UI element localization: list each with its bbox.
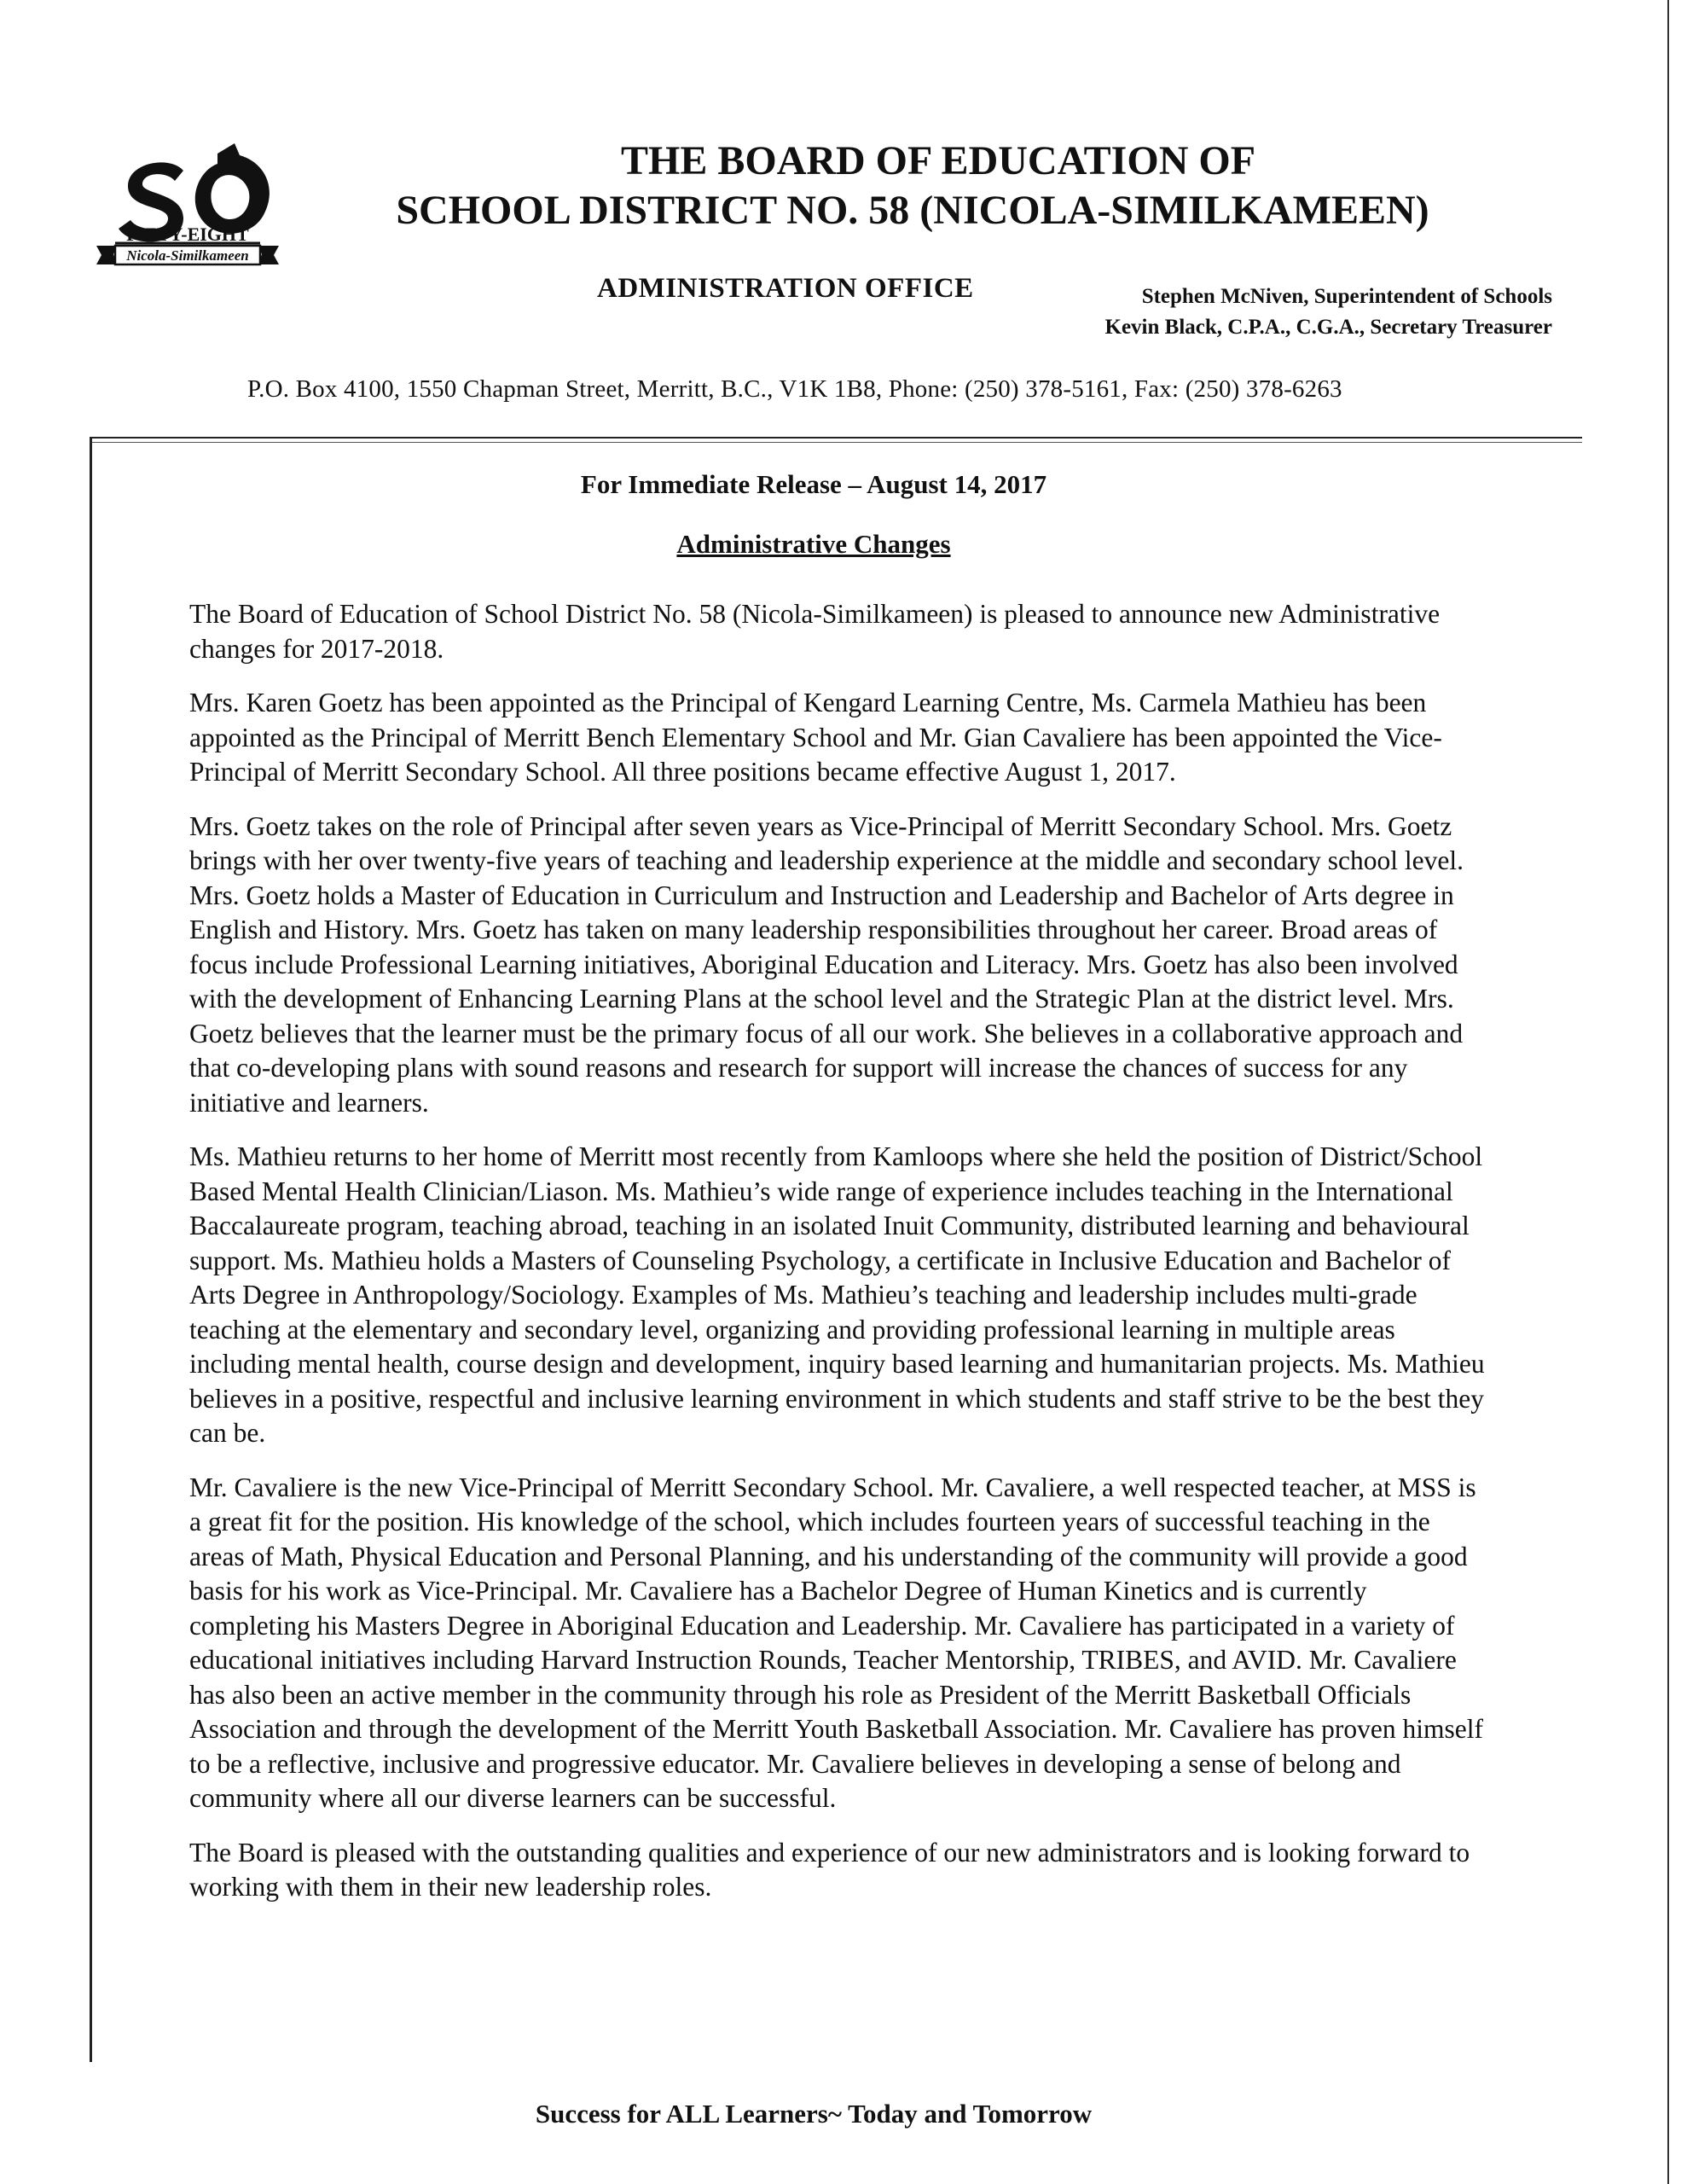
- paragraph-goetz: Mrs. Goetz takes on the role of Principal after seven years as Vice-Principal of Merritt Secondary School. Mrs. Goetz brings with her over twenty-five years of teaching and leadership experience at the middle and secondary school level. Mrs. Goetz holds a Master of Education in Curriculum and Instruction and Leadership and Bachelor of Arts degree in English and History. Mrs. Goetz has taken on many leadership responsibilities throughout her career. Broad areas of focus include Professional Learning initiatives, Aboriginal Education and Literacy. Mrs. Goetz has also been involved with the development of Enhancing Learning Plans at the school level and the Strategic Plan at the district level. Mrs. Goetz believes that the learner must be the primary focus of all our work. She believes in a collaborative approach and that co-developing plans with sound reasons and research for support will increase the chances of success for any initiative and learners.: [189, 810, 1464, 1118]
- paragraph-intro: The Board of Education of School District No. 58 (Nicola-Similkameen) is pleased to announce new Administrative changes for 2017-2018.: [189, 599, 1441, 664]
- release-heading-text: For Immediate Release – August 14, 2017: [580, 469, 1047, 499]
- letterhead-title: [316, 136, 1510, 235]
- letterhead-title-line2: SCHOOL DISTRICT NO. 58 (NICOLA-SIMILKAMEEN): [396, 188, 1429, 233]
- paragraph-closing: The Board is pleased with the outstanding qualities and experience of our new administrators and is looking forward to working with them in their new leadership roles.: [189, 1837, 1470, 1902]
- release-heading: [0, 469, 1687, 500]
- logo-banner-top-text: FIFTY-EIGHT: [126, 224, 249, 245]
- paragraph-mathieu: Ms. Mathieu returns to her home of Merritt most recently from Kamloops where she held the position of District/School Based Mental Health Clinician/Liason. Ms. Mathieu’s wide range of experience includes teaching in the International Baccalaureate program, teaching abroad, teaching in an isolated Inuit Community, distributed learning and behavioural support. Ms. Mathieu holds a Masters of Counseling Psychology, a certificate in Inclusive Education and Bachelor of Arts Degree in Anthropology/Sociology. Examples of Ms. Mathieu’s teaching and leadership includes multi-grade teaching at the elementary and secondary level, organizing and providing professional learning in multiple areas including mental health, course design and development, inquiry based learning and humanitarian projects. Ms. Mathieu believes in a positive, respectful and inclusive learning environment in which students and staff strive to be the best they can be.: [189, 1141, 1485, 1448]
- district-tagline: [0, 2099, 1687, 2129]
- frame-top-border: [90, 437, 1582, 443]
- frame-left-border: [90, 437, 92, 2062]
- district-logo-graphic: [90, 136, 316, 273]
- logo-banner-bottom-text: Nicola-Similkameen: [126, 247, 249, 264]
- paragraph-cavaliere: Mr. Cavaliere is the new Vice-Principal of Merritt Secondary School. Mr. Cavaliere, a well respected teacher, at MSS is a great fit for the position. His knowledge of the school, which includes fourteen years of successful teaching in the areas of Math, Physical Education and Personal Planning, and his understanding of the community will provide a good basis for his work as Vice-Principal. Mr. Cavaliere has a Bachelor Degree of Human Kinetics and is currently completing his Masters Degree in Aboriginal Education and Leadership. Mr. Cavaliere has participated in a variety of educational initiatives including Harvard Instruction Rounds, Teacher Mentorship, TRIBES, and AVID. Mr. Cavaliere has also been an active member in the community through his role as President of the Merritt Basketball Officials Association and through the development of the Merritt Youth Basketball Association. Mr. Cavaliere has proven himself to be a reflective, inclusive and progressive educator. Mr. Cavaliere believes in developing a sense of belong and community where all our diverse learners can be successful.: [189, 1472, 1483, 1813]
- office-address: P.O. Box 4100, 1550 Chapman Street, Merritt, B.C., V1K 1B8, Phone: (250) 378-5161, Fax: (250) 378-6263: [247, 375, 1342, 403]
- section-title: [0, 529, 1687, 560]
- paragraph-appointments: Mrs. Karen Goetz has been appointed as the Principal of Kengard Learning Centre, Ms. Carmela Mathieu has been appointed as the Principal of Merritt Bench Elementary School and Mr. Gian Cavaliere has been appointed the Vice-Principal of Merritt Secondary School. All three positions became effective August 1, 2017.: [189, 688, 1442, 787]
- section-title-text: Administrative Changes: [676, 529, 951, 559]
- page-edge-line: [1667, 0, 1669, 2184]
- secretary-treasurer-name: Kevin Black, C.P.A., C.G.A., Secretary Treasurer: [1104, 316, 1552, 339]
- release-body: [189, 597, 1486, 1925]
- superintendent-name: Stephen McNiven, Superintendent of Schools: [1141, 285, 1552, 308]
- district-tagline-text: Success for ALL Learners~ Today and Tomorrow: [535, 2099, 1093, 2129]
- letterhead-title-line1: THE BOARD OF EDUCATION OF: [620, 138, 1256, 183]
- administration-office-label: ADMINISTRATION OFFICE: [597, 273, 974, 304]
- officials-list: [1105, 282, 1553, 343]
- district-logo: [90, 136, 316, 273]
